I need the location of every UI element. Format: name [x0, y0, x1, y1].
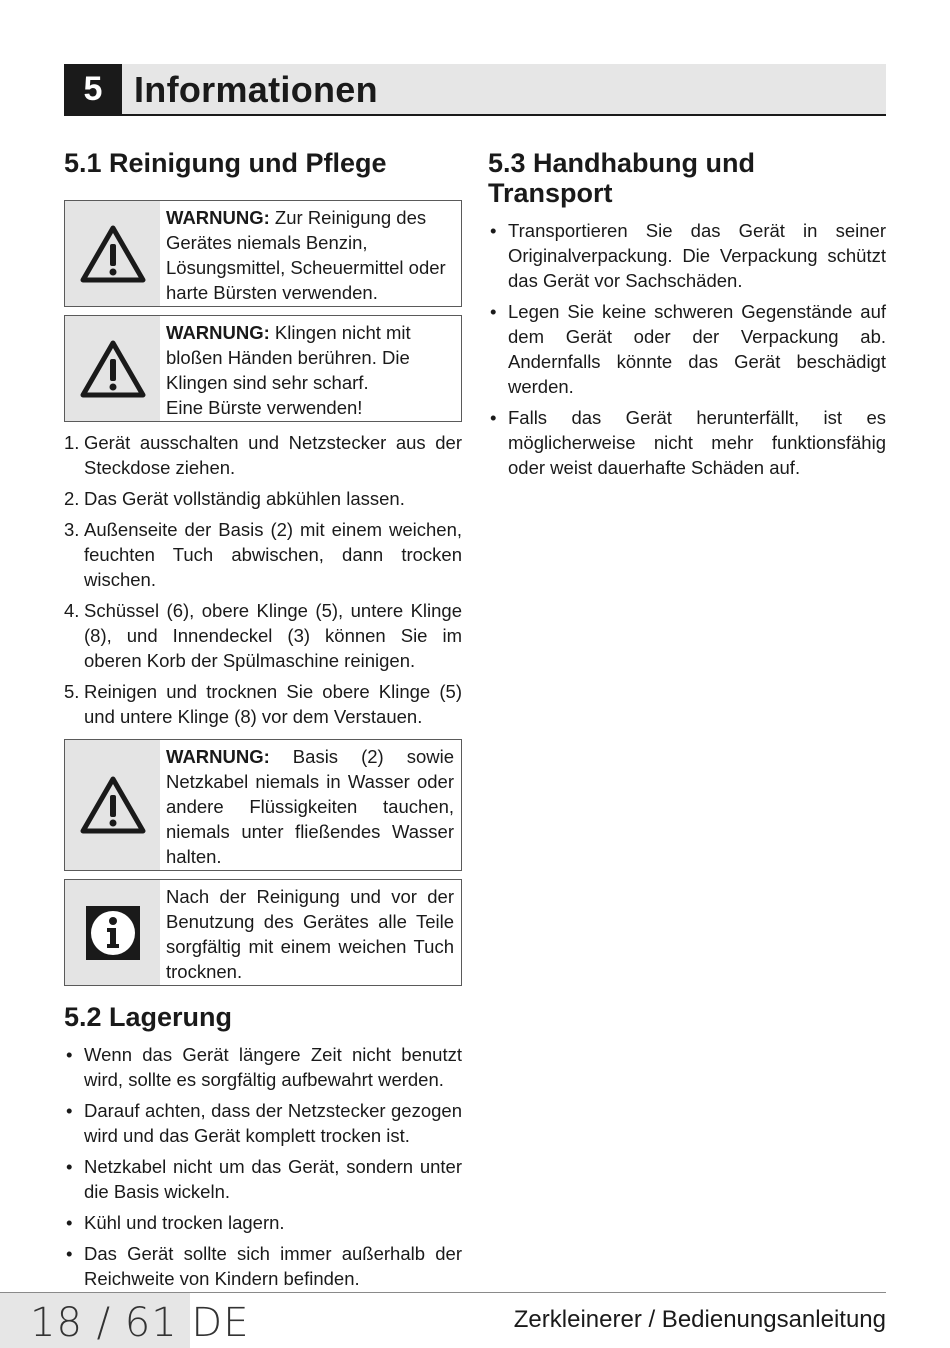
- list-item: • Wenn das Gerät längere Zeit nicht benutzt wird, sollte es sorgfältig aufbewahrt werden.: [64, 1042, 462, 1092]
- document-title: Zerkleinerer / Bedienungsanleitung: [513, 1306, 886, 1333]
- warning-triangle-icon: [65, 740, 160, 870]
- list-item: • Das Gerät sollte sich immer außerhalb der Reichweite von Kindern befinden.: [64, 1241, 462, 1291]
- page-number: 18 / 61 DE: [30, 1300, 250, 1346]
- warning-text-2: Eine Bürste verwenden!: [166, 397, 363, 419]
- right-column: [488, 148, 886, 486]
- handling-list: [488, 218, 886, 480]
- section-heading-storage: 5.2 Lagerung: [64, 1002, 233, 1033]
- list-item: • Darauf achten, dass der Netzstecker gezogen wird und das Gerät komplett trocken ist.: [64, 1098, 462, 1148]
- warning-triangle-icon: [65, 201, 160, 306]
- storage-list: [64, 1042, 462, 1291]
- chapter-number: 5: [64, 64, 122, 114]
- chapter-title: Informationen: [134, 69, 378, 110]
- list-item: 2. Das Gerät vollständig abkühlen lassen.: [64, 488, 405, 510]
- warning-label: WARNUNG:: [166, 746, 270, 768]
- info-icon: [65, 880, 160, 985]
- warning-text: Zur Reinigung des Gerätes niemals Benzin, Lösungsmittel, Scheuermittel oder harte Bürsten verwenden.: [166, 207, 446, 304]
- section-heading-cleaning: 5.1 Reinigung und Pflege: [64, 148, 387, 178]
- section-heading-handling: 5.3 Handhabung und Transport: [488, 148, 755, 209]
- info-text: Nach der Reinigung und vor der Benutzung des Gerätes alle Teile sorgfältig mit einem weichen Tuch trocknen.: [166, 886, 454, 983]
- chapter-header: [64, 64, 886, 116]
- warning-triangle-icon: [65, 316, 160, 421]
- list-item: 1. Gerät ausschalten und Netzstecker aus der Steckdose ziehen.: [64, 432, 462, 479]
- warning-box: [64, 739, 462, 871]
- list-item: • Netzkabel nicht um das Gerät, sondern unter die Basis wickeln.: [64, 1154, 462, 1204]
- list-item: • Transportieren Sie das Gerät in seiner Originalverpackung. Die Verpackung schützt das Gerät vor Sachschäden.: [488, 218, 886, 293]
- left-column: [64, 148, 462, 1297]
- warning-label: WARNUNG:: [166, 207, 270, 229]
- info-box: [64, 879, 462, 986]
- warning-box: [64, 200, 462, 307]
- list-item: 5. Reinigen und trocknen Sie obere Klinge (5) und untere Klinge (8) vor dem Verstauen.: [64, 681, 462, 728]
- warning-text: Klingen nicht mit bloßen Händen berühren. Die Klingen sind sehr scharf.: [166, 322, 411, 394]
- list-item: • Falls das Gerät herunterfällt, ist es möglicherweise nicht mehr funktionsfähig oder weist dauerhafte Schäden auf.: [488, 405, 886, 480]
- list-item: • Legen Sie keine schweren Gegenstände auf dem Gerät oder der Verpackung ab. Andernfalls könnte das Gerät beschädigt werden.: [488, 299, 886, 399]
- warning-text: Basis (2) sowie Netzkabel niemals in Wasser oder andere Flüssigkeiten tauchen, niemals unter fließendes Wasser halten.: [166, 746, 454, 868]
- list-item: 4. Schüssel (6), obere Klinge (5), untere Klinge (8), und Innendeckel (3) können Sie im oberen Korb der Spülmaschine reinigen.: [64, 600, 462, 672]
- list-item: 3. Außenseite der Basis (2) mit einem weichen, feuchten Tuch abwischen, dann trocken wischen.: [64, 519, 462, 591]
- cleaning-steps: [64, 430, 462, 729]
- warning-label: WARNUNG:: [166, 322, 270, 344]
- warning-box: [64, 315, 462, 422]
- list-item: • Kühl und trocken lagern.: [64, 1210, 462, 1235]
